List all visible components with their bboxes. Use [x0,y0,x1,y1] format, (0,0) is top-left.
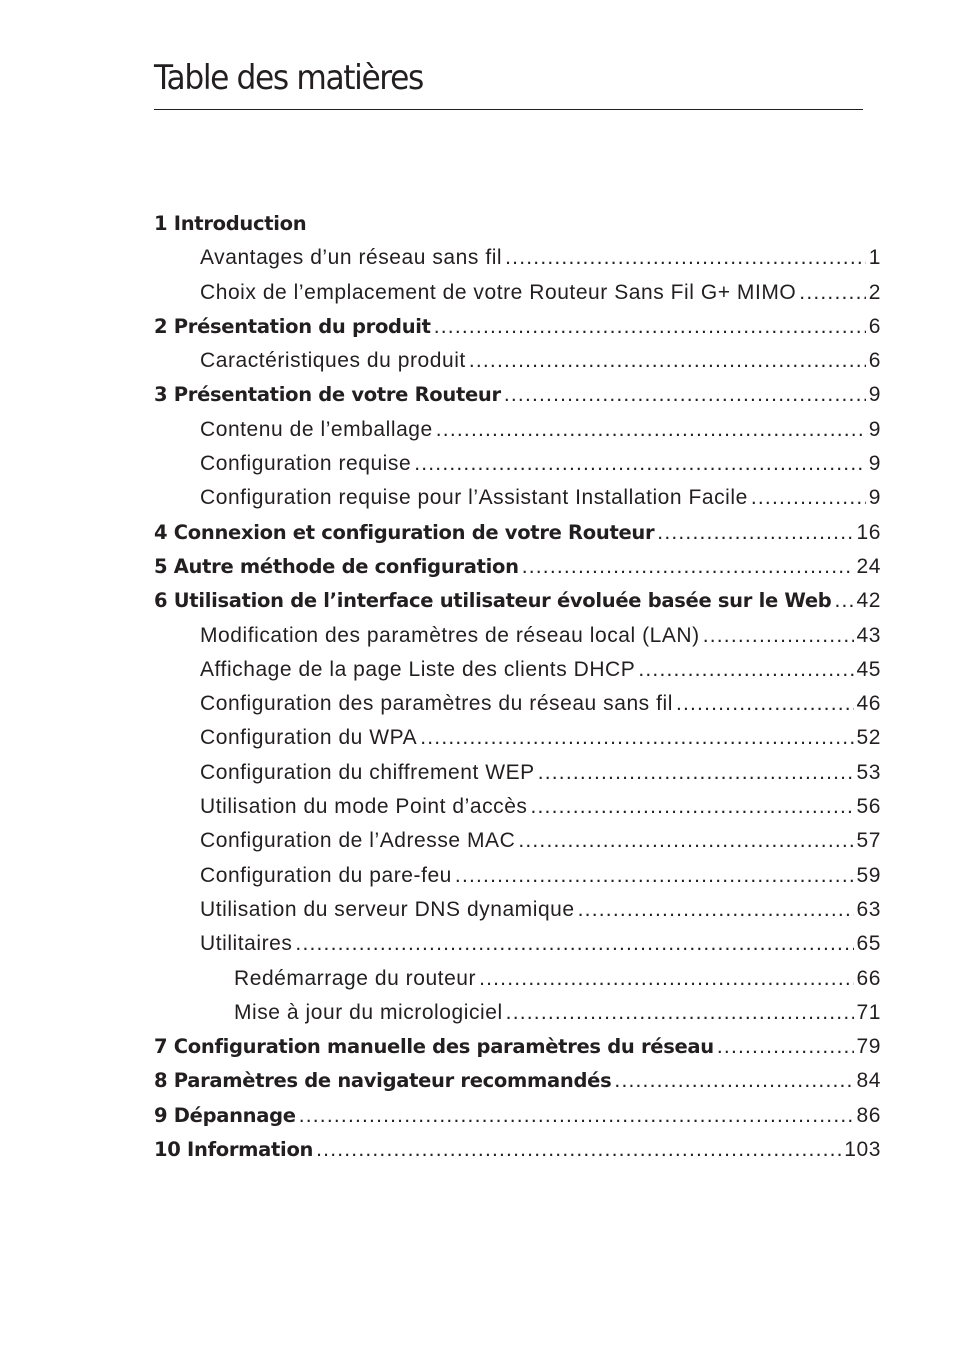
toc-page-number: 71 [856,1000,881,1024]
toc-entry-title: Modification des paramètres de réseau local (LAN) [200,623,700,647]
table-of-contents [154,207,881,1167]
toc-entry-title: 6 Utilisation de l’interface utilisateur évoluée basée sur le Web [154,589,832,613]
toc-page-number: 9 [868,383,881,407]
dot-leader [469,344,866,378]
toc-chapter[interactable] [154,584,881,618]
toc-entry[interactable] [154,996,881,1030]
toc-page-number: 57 [856,829,881,853]
toc-entry-title: Redémarrage du routeur [234,966,477,990]
toc-entry[interactable] [154,619,881,653]
dot-leader [799,276,865,310]
toc-entry-title: Configuration du pare-feu [200,863,452,887]
toc-entry[interactable] [154,344,881,378]
toc-entry-title: Configuration du chiffrement WEP [200,760,535,784]
toc-page-number: 103 [844,1138,881,1162]
toc-entry-title: 3 Présentation de votre Routeur [154,383,501,407]
dot-leader [657,516,853,550]
toc-page-number: 52 [856,726,881,750]
toc-entry-title: 4 Connexion et configuration de votre Routeur [154,520,655,544]
toc-entry-title: 2 Présentation du produit [154,314,431,338]
toc-entry[interactable] [154,721,881,755]
dot-leader [676,687,854,721]
toc-page-number: 86 [856,1103,881,1127]
toc-chapter[interactable] [154,310,881,344]
dot-leader [538,756,854,790]
toc-page-number: 63 [856,897,881,921]
toc-chapter[interactable] [154,1133,881,1167]
toc-page-number: 56 [856,795,881,819]
toc-entry-title: Caractéristiques du produit [200,349,466,373]
toc-chapter[interactable] [154,550,881,584]
toc-entry[interactable] [154,790,881,824]
toc-page-number: 2 [868,280,881,304]
toc-page-number: 16 [856,520,881,544]
toc-chapter[interactable] [154,207,881,241]
dot-leader [295,927,853,961]
toc-page-number: 66 [856,966,881,990]
toc-entry[interactable] [154,241,881,275]
toc-entry-title: Avantages d’un réseau sans fil [200,246,503,270]
toc-entry-title: Affichage de la page Liste des clients DHCP [200,657,636,681]
toc-entry-title: Configuration du WPA [200,726,418,750]
toc-entry[interactable] [154,653,881,687]
toc-entry-title: Configuration des paramètres du réseau sans fil [200,692,673,716]
toc-page-number: 53 [856,760,881,784]
toc-entry-title: Configuration requise pour l’Assistant Installation Facile [200,486,748,510]
toc-entry[interactable] [154,481,881,515]
toc-entry-title: Mise à jour du micrologiciel [234,1000,503,1024]
dot-leader [299,1099,854,1133]
dot-leader [522,550,854,584]
toc-entry[interactable] [154,276,881,310]
toc-page-number: 6 [868,349,881,373]
toc-entry-title: Contenu de l’emballage [200,417,433,441]
toc-chapter[interactable] [154,1064,881,1098]
toc-entry[interactable] [154,824,881,858]
dot-leader [479,962,853,996]
toc-page-number: 9 [868,417,881,441]
toc-page-number: 45 [856,657,881,681]
toc-entry-title: 7 Configuration manuelle des paramètres du réseau [154,1035,714,1059]
toc-page-number: 9 [868,486,881,510]
dot-leader [504,378,866,412]
toc-entry-title: 10 Information [154,1138,314,1162]
toc-entry-title: Utilisation du serveur DNS dynamique [200,897,575,921]
dot-leader [455,859,854,893]
dot-leader [414,447,866,481]
toc-entry-title: Utilisation du mode Point d’accès [200,795,528,819]
toc-page-number: 43 [856,623,881,647]
toc-entry[interactable] [154,859,881,893]
toc-entry-title: 9 Dépannage [154,1103,296,1127]
toc-entry[interactable] [154,893,881,927]
toc-entry-title: Configuration de l’Adresse MAC [200,829,516,853]
dot-leader [614,1064,853,1098]
toc-page-number: 79 [856,1035,881,1059]
dot-leader [703,619,854,653]
toc-page-number: 6 [868,314,881,338]
dot-leader [420,721,853,755]
dot-leader [530,790,853,824]
dot-leader [436,413,866,447]
toc-page-number: 84 [856,1069,881,1093]
toc-entry[interactable] [154,962,881,996]
toc-entry-title: 1 Introduction [154,212,307,235]
dot-leader [506,996,854,1030]
toc-page-number: 24 [856,554,881,578]
page-title: Table des matières [154,58,423,98]
toc-page-number: 1 [868,246,881,270]
toc-entry[interactable] [154,447,881,481]
toc-entry-title: 5 Autre méthode de configuration [154,554,519,578]
title-divider [154,109,863,110]
toc-entry[interactable] [154,756,881,790]
toc-entry-title: 8 Paramètres de navigateur recommandés [154,1069,612,1093]
dot-leader [434,310,866,344]
dot-leader [518,824,853,858]
dot-leader [316,1133,841,1167]
toc-page-number: 42 [856,589,881,613]
toc-page-number: 59 [856,863,881,887]
toc-entry[interactable] [154,687,881,721]
toc-chapter[interactable] [154,516,881,550]
toc-chapter[interactable] [154,378,881,412]
toc-page-number: 46 [856,692,881,716]
toc-page-number: 65 [856,932,881,956]
dot-leader [751,481,866,515]
toc-entry[interactable] [154,927,881,961]
toc-entry-title: Configuration requise [200,452,412,476]
dot-leader [578,893,854,927]
toc-entry-title: Utilitaires [200,932,293,956]
dot-leader [834,584,853,618]
toc-entry-title: Choix de l’emplacement de votre Routeur Sans Fil G+ MIMO [200,280,797,304]
toc-page-number: 9 [868,452,881,476]
toc-chapter[interactable] [154,1099,881,1133]
dot-leader [717,1030,854,1064]
dot-leader [638,653,853,687]
toc-entry[interactable] [154,413,881,447]
toc-chapter[interactable] [154,1030,881,1064]
dot-leader [505,241,866,275]
